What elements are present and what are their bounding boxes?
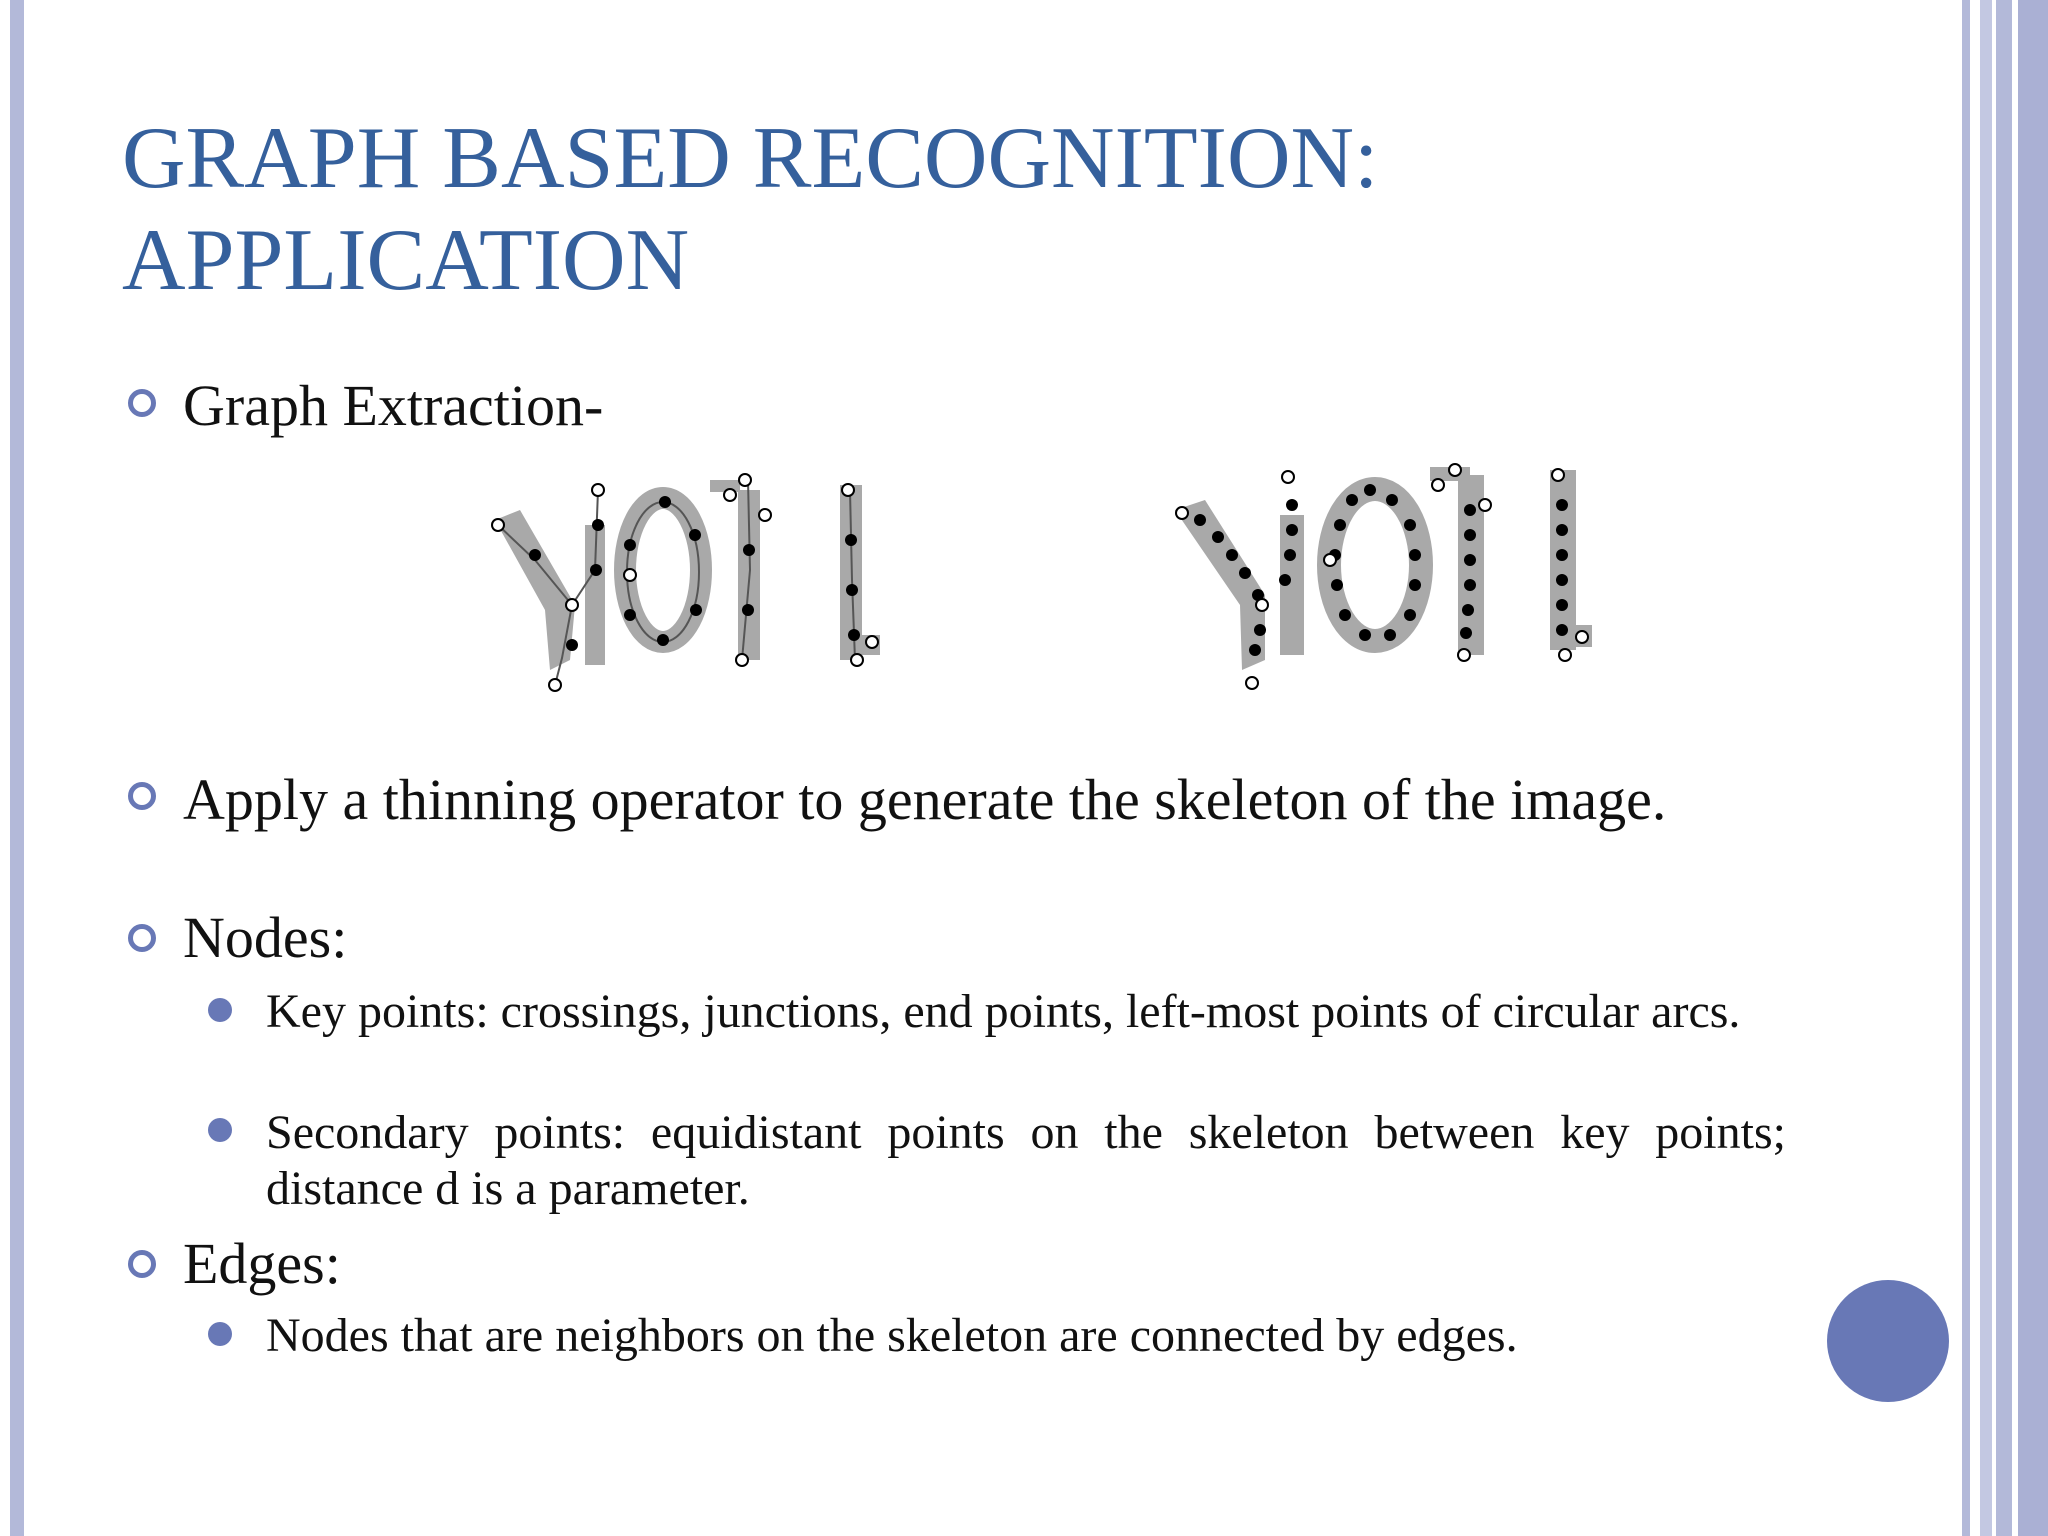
right-frame-bar-inner (1962, 0, 1970, 1536)
dot-bullet-icon (208, 998, 232, 1022)
dot-bullet-icon (208, 1322, 232, 1346)
bullet-edges: Edges: (183, 1231, 341, 1296)
ring-bullet-icon (128, 782, 156, 810)
slide-title-line1: GRAPH BASED RECOGNITION: (122, 110, 1379, 207)
sub-bullet-secondary-points: Secondary points: equidistant points on the skeleton between key points; distance d is a parameter. (266, 1106, 1786, 1215)
slide-title (122, 108, 1379, 312)
sub-bullet-neighbors: Nodes that are neighbors on the skeleton are connected by edges. (266, 1309, 1518, 1362)
right-frame-bar-outer (1980, 0, 2048, 1536)
decorative-circle-icon (1827, 1280, 1949, 1402)
ring-bullet-icon (128, 1250, 156, 1278)
sub-bullet-key-points: Key points: crossings, junctions, end points, left-most points of circular arcs. (266, 985, 1741, 1038)
ring-bullet-icon (128, 924, 156, 952)
skeleton-figure-key-points (480, 460, 920, 700)
bullet-graph-extraction: Graph Extraction- (183, 373, 604, 438)
left-frame-bar (10, 0, 24, 1536)
skeleton-figure-secondary-points (1170, 445, 1610, 705)
bullet-thinning-operator: Apply a thinning operator to generate the skeleton of the image. (183, 767, 1667, 832)
bullet-nodes: Nodes: (183, 905, 348, 970)
ring-bullet-icon (128, 389, 156, 417)
slide-title-line2: APPLICATION (122, 212, 690, 309)
dot-bullet-icon (208, 1118, 232, 1142)
